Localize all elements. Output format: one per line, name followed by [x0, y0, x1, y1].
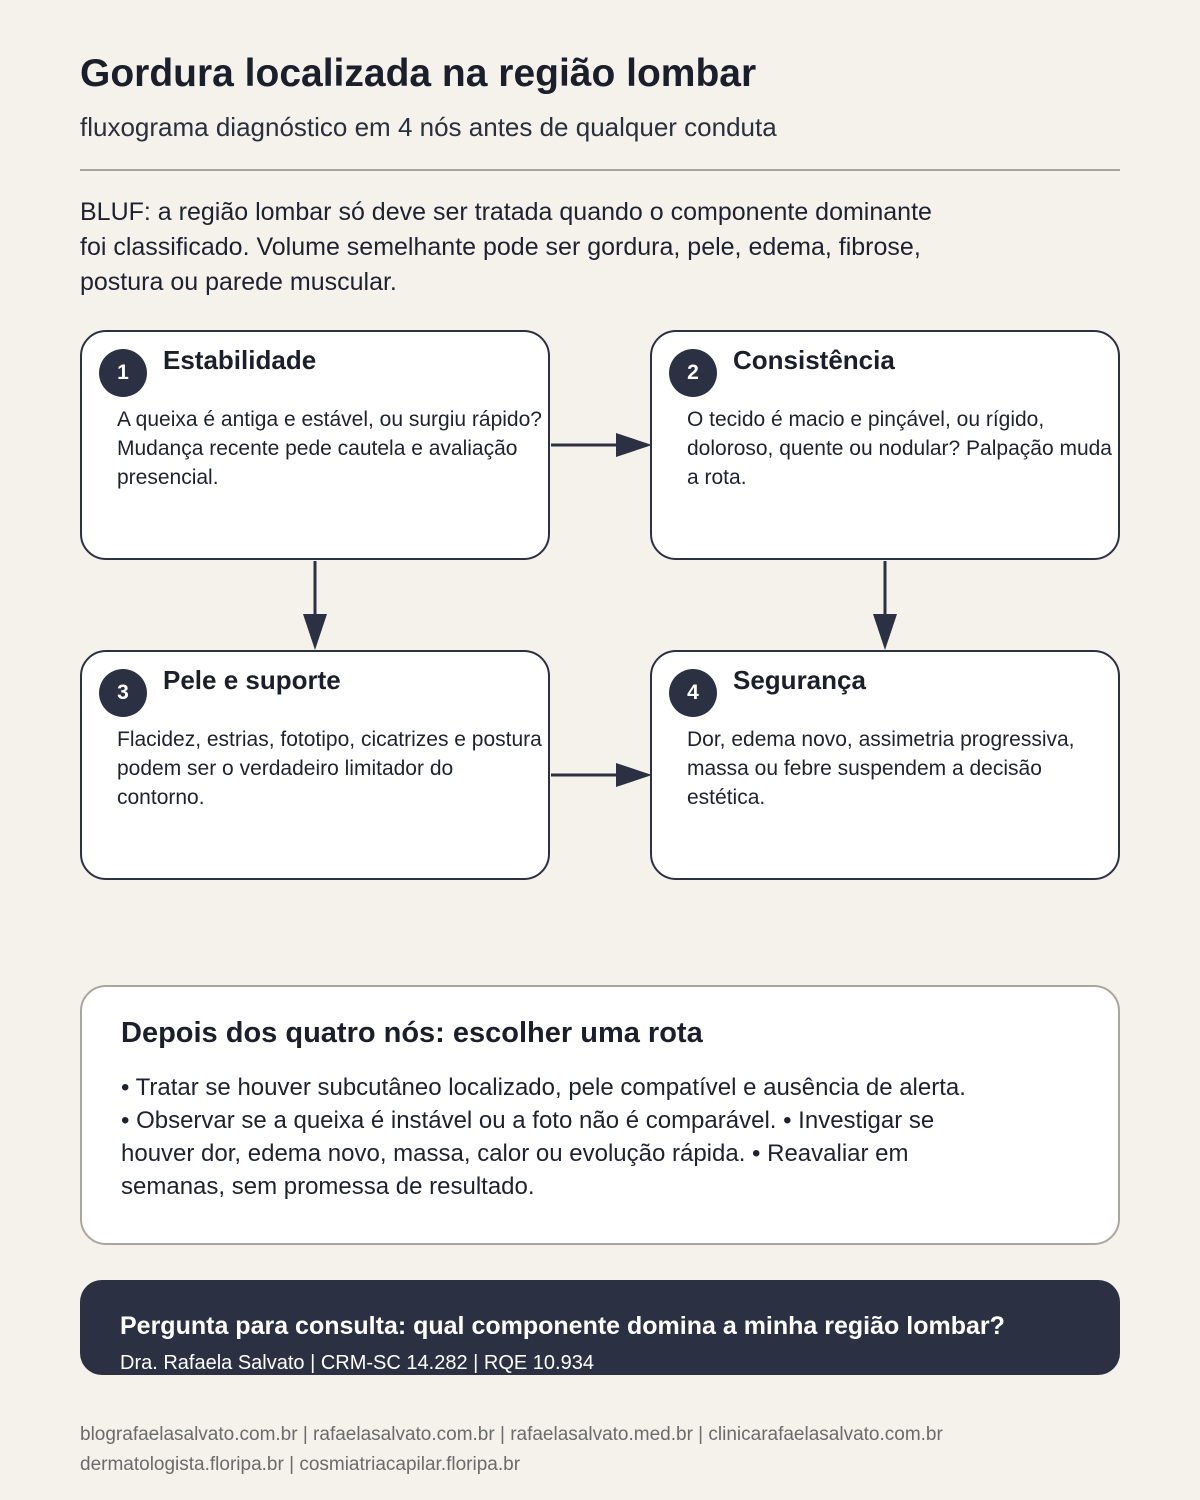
arrow-2-to-4: [873, 561, 897, 650]
node-number-badge: 4: [669, 669, 717, 717]
flow-node-stability: [80, 330, 550, 560]
footer-line-2: dermatologista.floripa.br | cosmiatriacapilar.floripa.br: [80, 1454, 521, 1475]
node-number-badge: 1: [99, 349, 147, 397]
doctor-signature: Dra. Rafaela Salvato | CRM-SC 14.282 | RQE 10.934: [120, 1352, 594, 1374]
node-text: O tecido é macio e pinçável, ou rígido, doloroso, quente ou nodular? Palpação muda a rota.: [687, 408, 1112, 489]
node-text: A queixa é antiga e estável, ou surgiu rápido? Mudança recente pede cautela e avaliação presencial.: [117, 408, 542, 489]
node-title: Segurança: [733, 665, 866, 695]
bluf-summary: BLUF: a região lombar só deve ser tratada quando o componente dominante foi classificado. Volume semelhante pode ser gordura, pele, edema, fibrose, postura ou parede muscular.: [80, 198, 932, 296]
arrow-1-to-3: [303, 561, 327, 650]
page-title: Gordura localizada na região lombar: [80, 52, 757, 95]
flow-node-skin-support: [80, 650, 550, 880]
flow-node-safety: [650, 650, 1120, 880]
node-text: Dor, edema novo, assimetria progressiva, massa ou febre suspendem a decisão estética.: [687, 728, 1075, 809]
node-number-badge: 2: [669, 349, 717, 397]
node-number-badge: 3: [99, 669, 147, 717]
arrow-3-to-4: [551, 763, 652, 787]
node-text: Flacidez, estrias, fototipo, cicatrizes e postura podem ser o verdadeiro limitador do contorno.: [117, 728, 542, 809]
node-title: Pele e suporte: [163, 665, 341, 695]
consult-question-banner: [80, 1280, 1120, 1375]
node-title: Consistência: [733, 345, 895, 375]
route-panel: [80, 985, 1120, 1245]
flow-node-consistency: [650, 330, 1120, 560]
node-title: Estabilidade: [163, 345, 317, 375]
footer-websites: [80, 1420, 1120, 1480]
route-text: • Tratar se houver subcutâneo localizado, pele compatível e ausência de alerta. • Observar se a queixa é instável ou a foto não é comparável. • Investigar se houver dor, edema novo, massa, calor ou evolução rápida. • Reavaliar em semanas, sem promessa de resultado.: [121, 1074, 966, 1200]
route-title: Depois dos quatro nós: escolher uma rota: [121, 1017, 703, 1049]
arrow-1-to-2: [551, 433, 652, 457]
consult-question: Pergunta para consulta: qual componente domina a minha região lombar?: [120, 1312, 1005, 1340]
footer-line-1: blografaelasalvato.com.br | rafaelasalvato.com.br | rafaelasalvato.med.br | clinicarafaelasalvato.com.br: [80, 1424, 943, 1445]
page-subtitle: fluxograma diagnóstico em 4 nós antes de qualquer conduta: [80, 112, 777, 142]
